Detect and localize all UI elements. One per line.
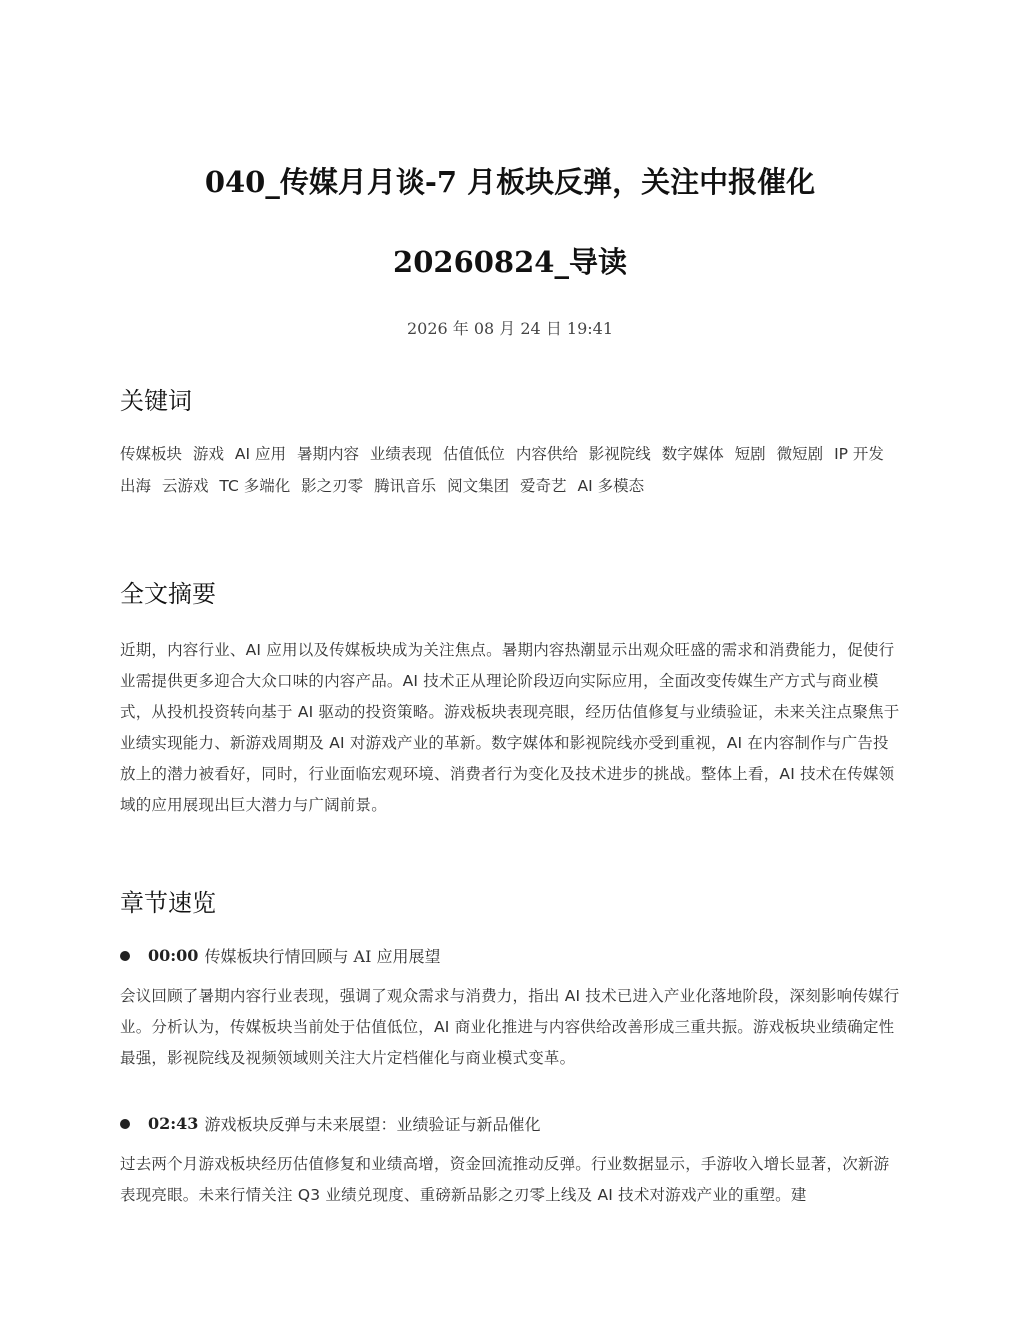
bullet-icon	[120, 951, 130, 961]
keyword-item: 云游戏	[161, 477, 209, 495]
summary-heading: 全文摘要	[120, 580, 216, 608]
keyword-item: AI 多模态	[577, 477, 645, 495]
keyword-item: IP 开发	[834, 445, 884, 463]
keyword-item: 内容供给	[515, 445, 578, 463]
chapter-title: 游戏板块反弹与未来展望：业绩验证与新品催化	[204, 1115, 541, 1134]
document-title: 040_传媒月月谈-7 月板块反弹，关注中报催化 20260824_导读	[204, 165, 816, 279]
keyword-item: 数字媒体	[661, 445, 724, 463]
keyword-item: AI 应用	[234, 445, 287, 463]
keyword-item: 业绩表现	[369, 445, 432, 463]
keyword-item: 影之刃零	[301, 477, 364, 495]
chapter-header	[120, 1112, 900, 1135]
chapter-summary: 会议回顾了暑期内容行业表现，强调了观众需求与消费力，指出 AI 技术已进入产业化落地阶段，深刻影响传媒行业。分析认为，传媒板块当前处于估值低位，AI 商业化推进与内容供给改善形成三重共振。游戏板块业绩确定性最强，影视院线及视频领域则关注大片定档催化与商业模式变革。	[120, 987, 900, 1067]
chapter-time[interactable]: 00:00	[148, 946, 199, 965]
keyword-item: 爱奇艺	[520, 477, 567, 495]
chapter-item	[120, 1112, 900, 1211]
keyword-item: 估值低位	[442, 445, 505, 463]
bullet-icon	[120, 1119, 130, 1129]
summary-text: 近期，内容行业、AI 应用以及传媒板块成为关注焦点。暑期内容热潮显示出观众旺盛的需求和消费能力，促使行业需提供更多迎合大众口味的内容产品。AI 技术正从理论阶段迈向实际应用，全面改变传媒生产方式与商业模式，从投机投资转向基于 AI 驱动的投资策略。游戏板块表现亮眼，经历估值修复与业绩验证，未来关注点聚焦于业绩实现能力、新游戏周期及 AI 对游戏产业的革新。数字媒体和影视院线亦受到重视，AI 在内容制作与广告投放上的潜力被看好，同时，行业面临宏观环境、消费者行为变化及技术进步的挑战。整体上看，AI 技术在传媒领域的应用展现出巨大潜力与广阔前景。	[120, 641, 900, 814]
keyword-item: 腾讯音乐	[374, 477, 437, 495]
keyword-item: 暑期内容	[296, 445, 359, 463]
keyword-item: 影视院线	[588, 445, 651, 463]
document-date: 2026 年 08 月 24 日 19:41	[406, 319, 614, 338]
keywords-heading: 关键词	[120, 387, 192, 415]
chapter-header	[120, 944, 900, 967]
keyword-item: 微短剧	[776, 445, 824, 463]
keyword-item: 传媒板块	[120, 445, 183, 463]
keywords-list	[120, 438, 900, 502]
keyword-item: 游戏	[192, 445, 224, 463]
keyword-item: 阅文集团	[447, 477, 510, 495]
chapter-time[interactable]: 02:43	[148, 1114, 199, 1133]
keyword-item: 出海	[120, 477, 152, 495]
chapters-heading: 章节速览	[120, 889, 216, 917]
chapter-summary: 过去两个月游戏板块经历估值修复和业绩高增，资金回流推动反弹。行业数据显示，手游收入增长显著，次新游表现亮眼。未来行情关注 Q3 业绩兑现度、重磅新品影之刃零上线及 AI 技术对游戏产业的重塑。建	[120, 1155, 890, 1204]
chapter-title: 传媒板块行情回顾与 AI 应用展望	[204, 947, 441, 966]
keyword-item: 短剧	[734, 445, 766, 463]
keyword-item: TC 多端化	[219, 477, 291, 495]
chapter-item	[120, 944, 900, 1074]
